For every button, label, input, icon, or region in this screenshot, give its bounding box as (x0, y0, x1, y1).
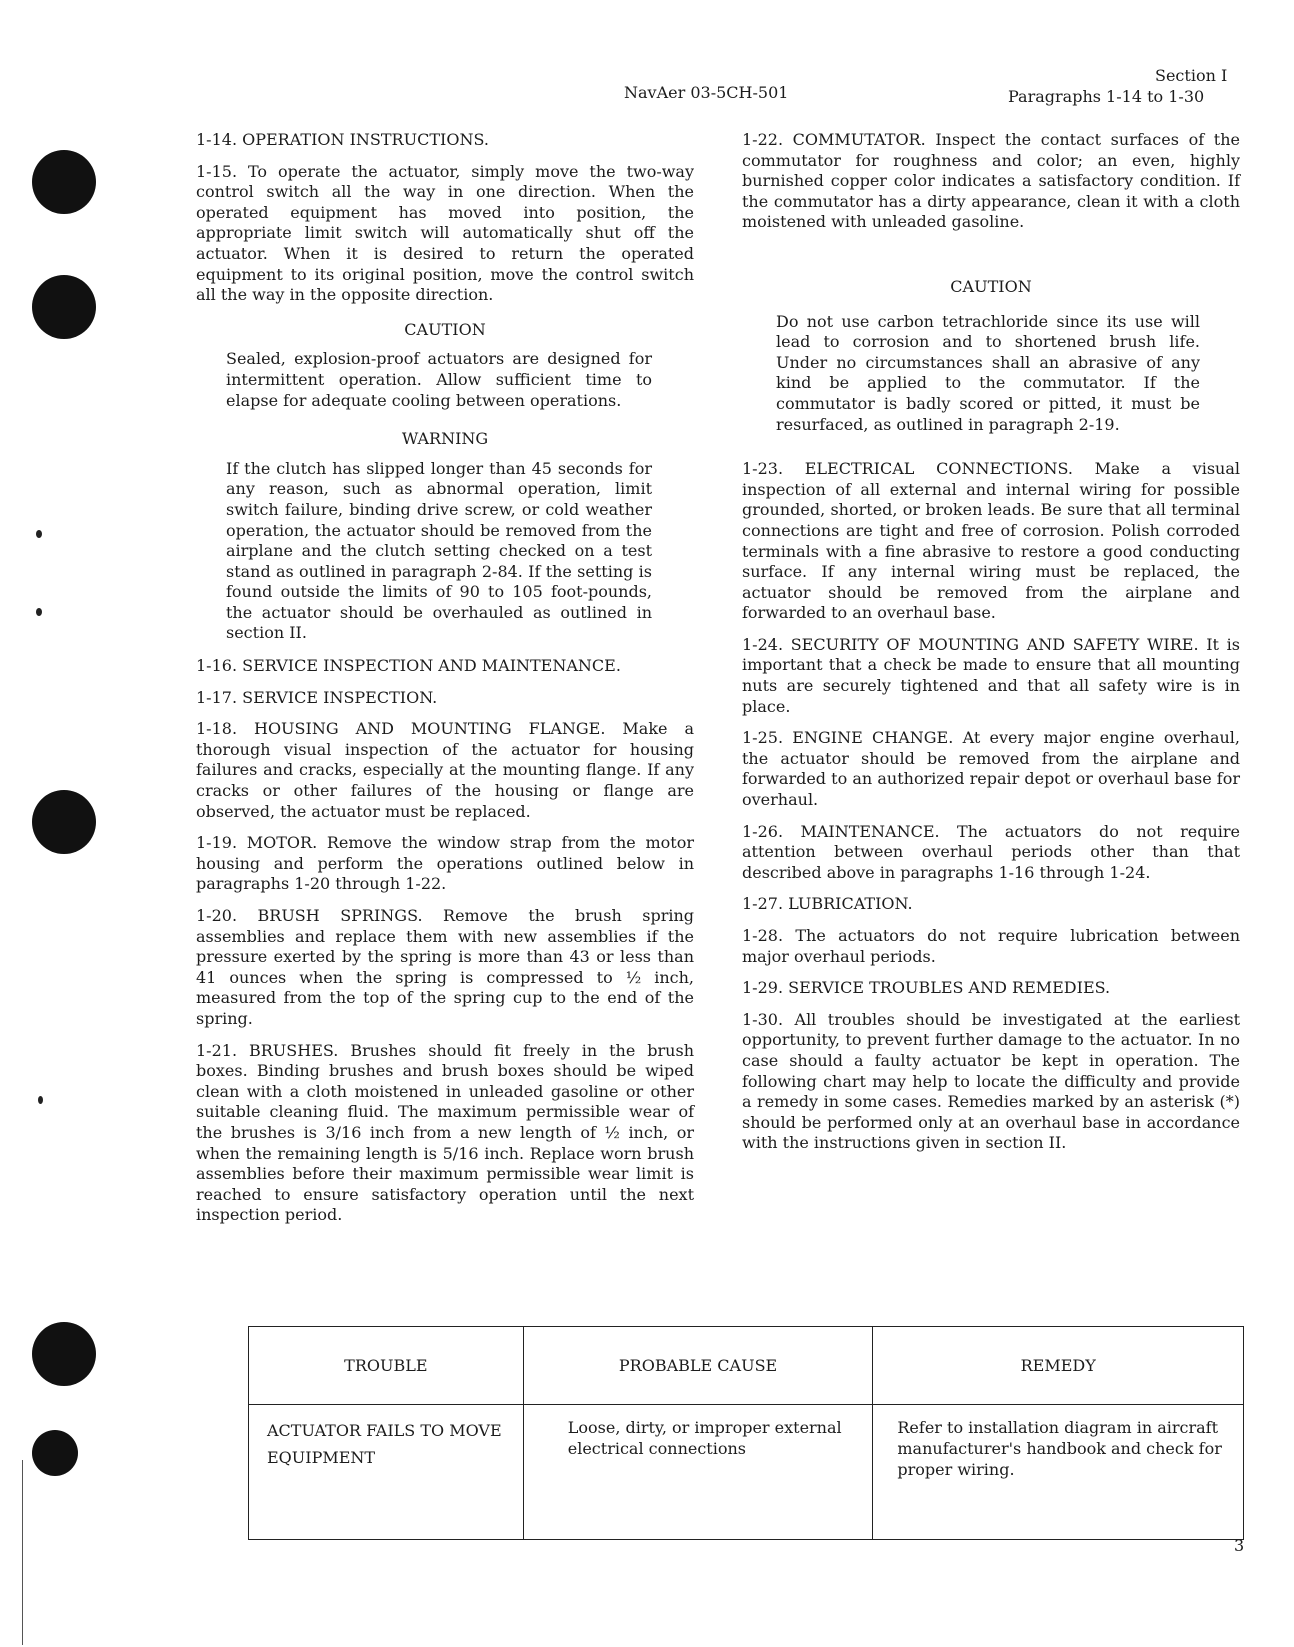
section-label: Section I (1155, 66, 1228, 85)
table-header-probable-cause: PROBABLE CAUSE (523, 1327, 873, 1405)
scan-mark-3 (38, 1096, 43, 1104)
para-1-19: 1-19. MOTOR. Remove the window strap from the motor housing and perform the operations outlined below in paragraphs 1-20 through 1-22. (196, 833, 694, 894)
para-1-28: 1-28. The actuators do not require lubrication between major overhaul periods. (742, 926, 1240, 966)
para-1-27: 1-27. LUBRICATION. (742, 894, 913, 914)
para-1-25: 1-25. ENGINE CHANGE. At every major engine overhaul, the actuator should be removed from the airplane and forwarded to an authorized repair depot or overhaul base for overhaul. (742, 728, 1240, 810)
left-column (196, 130, 694, 1237)
doc-number: NavAer 03-5CH-501 (624, 83, 789, 102)
caution-heading: CAUTION (404, 319, 486, 339)
page-number: 3 (1234, 1536, 1245, 1555)
right-column (742, 130, 1240, 1165)
table-row (249, 1405, 1244, 1540)
para-1-30: 1-30. All troubles should be investigated at the earliest opportunity, to prevent further damage to the actuator. In no case should a faulty actuator be kept in operation. The following chart may help to locate the difficulty and provide a remedy in some cases. Remedies marked by an asterisk (*) should be performed only at an overhaul base in accordance with the instructions given in section II. (742, 1009, 1240, 1153)
para-1-14: 1-14. OPERATION INSTRUCTIONS. (196, 130, 489, 149)
para-1-18: 1-18. HOUSING AND MOUNTING FLANGE. Make a thorough visual inspection of the actuator for housing failures and cracks, especially at the mounting flange. If any cracks or other failures of the housing or flange are observed, the actuator must be replaced. (196, 719, 694, 821)
caution-heading-right: CAUTION (950, 276, 1032, 296)
table-header-remedy: REMEDY (873, 1327, 1244, 1405)
binder-hole-3 (32, 790, 96, 854)
para-1-17: 1-17. SERVICE INSPECTION. (196, 687, 438, 707)
binder-hole-5 (32, 1430, 78, 1476)
para-1-26: 1-26. MAINTENANCE. The actuators do not require attention between overhaul periods other than that described above in paragraphs 1-16 through 1-24. (742, 821, 1240, 882)
caution-text: Sealed, explosion-proof actuators are designed for intermittent operation. Allow sufficient time to elapse for adequate cooling between operations. (226, 349, 652, 410)
binder-hole-2 (32, 275, 96, 339)
table-header-trouble: TROUBLE (249, 1327, 524, 1405)
probable-cause-cell: Loose, dirty, or improper external electrical connections (523, 1405, 873, 1540)
binder-hole-1 (32, 150, 96, 214)
para-1-24: 1-24. SECURITY OF MOUNTING AND SAFETY WIRE. It is important that a check be made to ensure that all mounting nuts are securely tightened and that all safety wire is in place. (742, 634, 1240, 716)
trouble-table (248, 1326, 1244, 1540)
para-1-15: 1-15. To operate the actuator, simply move the two-way control switch all the way in one direction. When the operated equipment has moved into position, the appropriate limit switch will automatically shut off the actuator. When it is desired to return the operated equipment to its original position, move the control switch all the way in the opposite direction. (196, 161, 694, 305)
scan-mark-1 (36, 530, 42, 538)
para-1-20: 1-20. BRUSH SPRINGS. Remove the brush spring assemblies and replace them with new assemblies if the pressure exerted by the spring is more than 43 or less than 41 ounces when the spring is compressed to ½ inch, measured from the top of the spring cup to the end of the spring. (196, 906, 694, 1028)
para-1-21: 1-21. BRUSHES. Brushes should fit freely in the brush boxes. Binding brushes and brush boxes should be wiped clean with a cloth moistened in unleaded gasoline or other suitable cleaning fluid. The maximum permissible wear of the brushes is 3/16 inch from a new length of ½ inch, or when the remaining length is 5/16 inch. Replace worn brush assemblies before their maximum permissible wear limit is reached to ensure satisfactory operation until the next inspection period. (196, 1040, 694, 1225)
caution-text-right: Do not use carbon tetrachloride since its use will lead to corrosion and to shortened brush life. Under no circumstances shall an abrasive of any kind be applied to the commutator. If the commutator is badly scored or pitted, it must be resurfaced, as outlined in paragraph 2-19. (776, 311, 1200, 434)
scan-mark-2 (36, 608, 42, 616)
para-1-22: 1-22. COMMUTATOR. Inspect the contact surfaces of the commutator for roughness and color; an even, highly burnished copper color indicates a satisfactory condition. If the commutator has a dirty appearance, clean it with a cloth moistened with unleaded gasoline. (742, 130, 1240, 232)
table-header-row (249, 1327, 1244, 1405)
binder-hole-4 (32, 1322, 96, 1386)
page-edge-line (22, 1460, 23, 1645)
para-1-29: 1-29. SERVICE TROUBLES AND REMEDIES. (742, 978, 1111, 998)
trouble-cell: ACTUATOR FAILS TO MOVE EQUIPMENT (249, 1405, 524, 1540)
paragraph-range: Paragraphs 1-14 to 1-30 (1008, 87, 1205, 106)
warning-heading: WARNING (401, 429, 489, 449)
warning-text: If the clutch has slipped longer than 45 seconds for any reason, such as abnormal operation, limit switch failure, binding drive screw, or cold weather operation, the actuator should be removed from the airplane and the clutch setting checked on a test stand as outlined in paragraph 2-84. If the setting is found outside the limits of 90 to 105 foot-pounds, the actuator should be overhauled as outlined in section II. (226, 458, 652, 643)
remedy-cell: Refer to installation diagram in aircraft manufacturer's handbook and check for proper wiring. (873, 1405, 1244, 1540)
para-1-23: 1-23. ELECTRICAL CONNECTIONS. Make a visual inspection of all external and internal wiring for possible grounded, shorted, or broken leads. Be sure that all terminal connections are tight and free of corrosion. Polish corroded terminals with a fine abrasive to restore a good conducting surface. If any internal wiring must be replaced, the actuator should be removed from the airplane and forwarded to an overhaul base. (742, 459, 1240, 623)
para-1-16: 1-16. SERVICE INSPECTION AND MAINTENANCE. (196, 656, 621, 676)
